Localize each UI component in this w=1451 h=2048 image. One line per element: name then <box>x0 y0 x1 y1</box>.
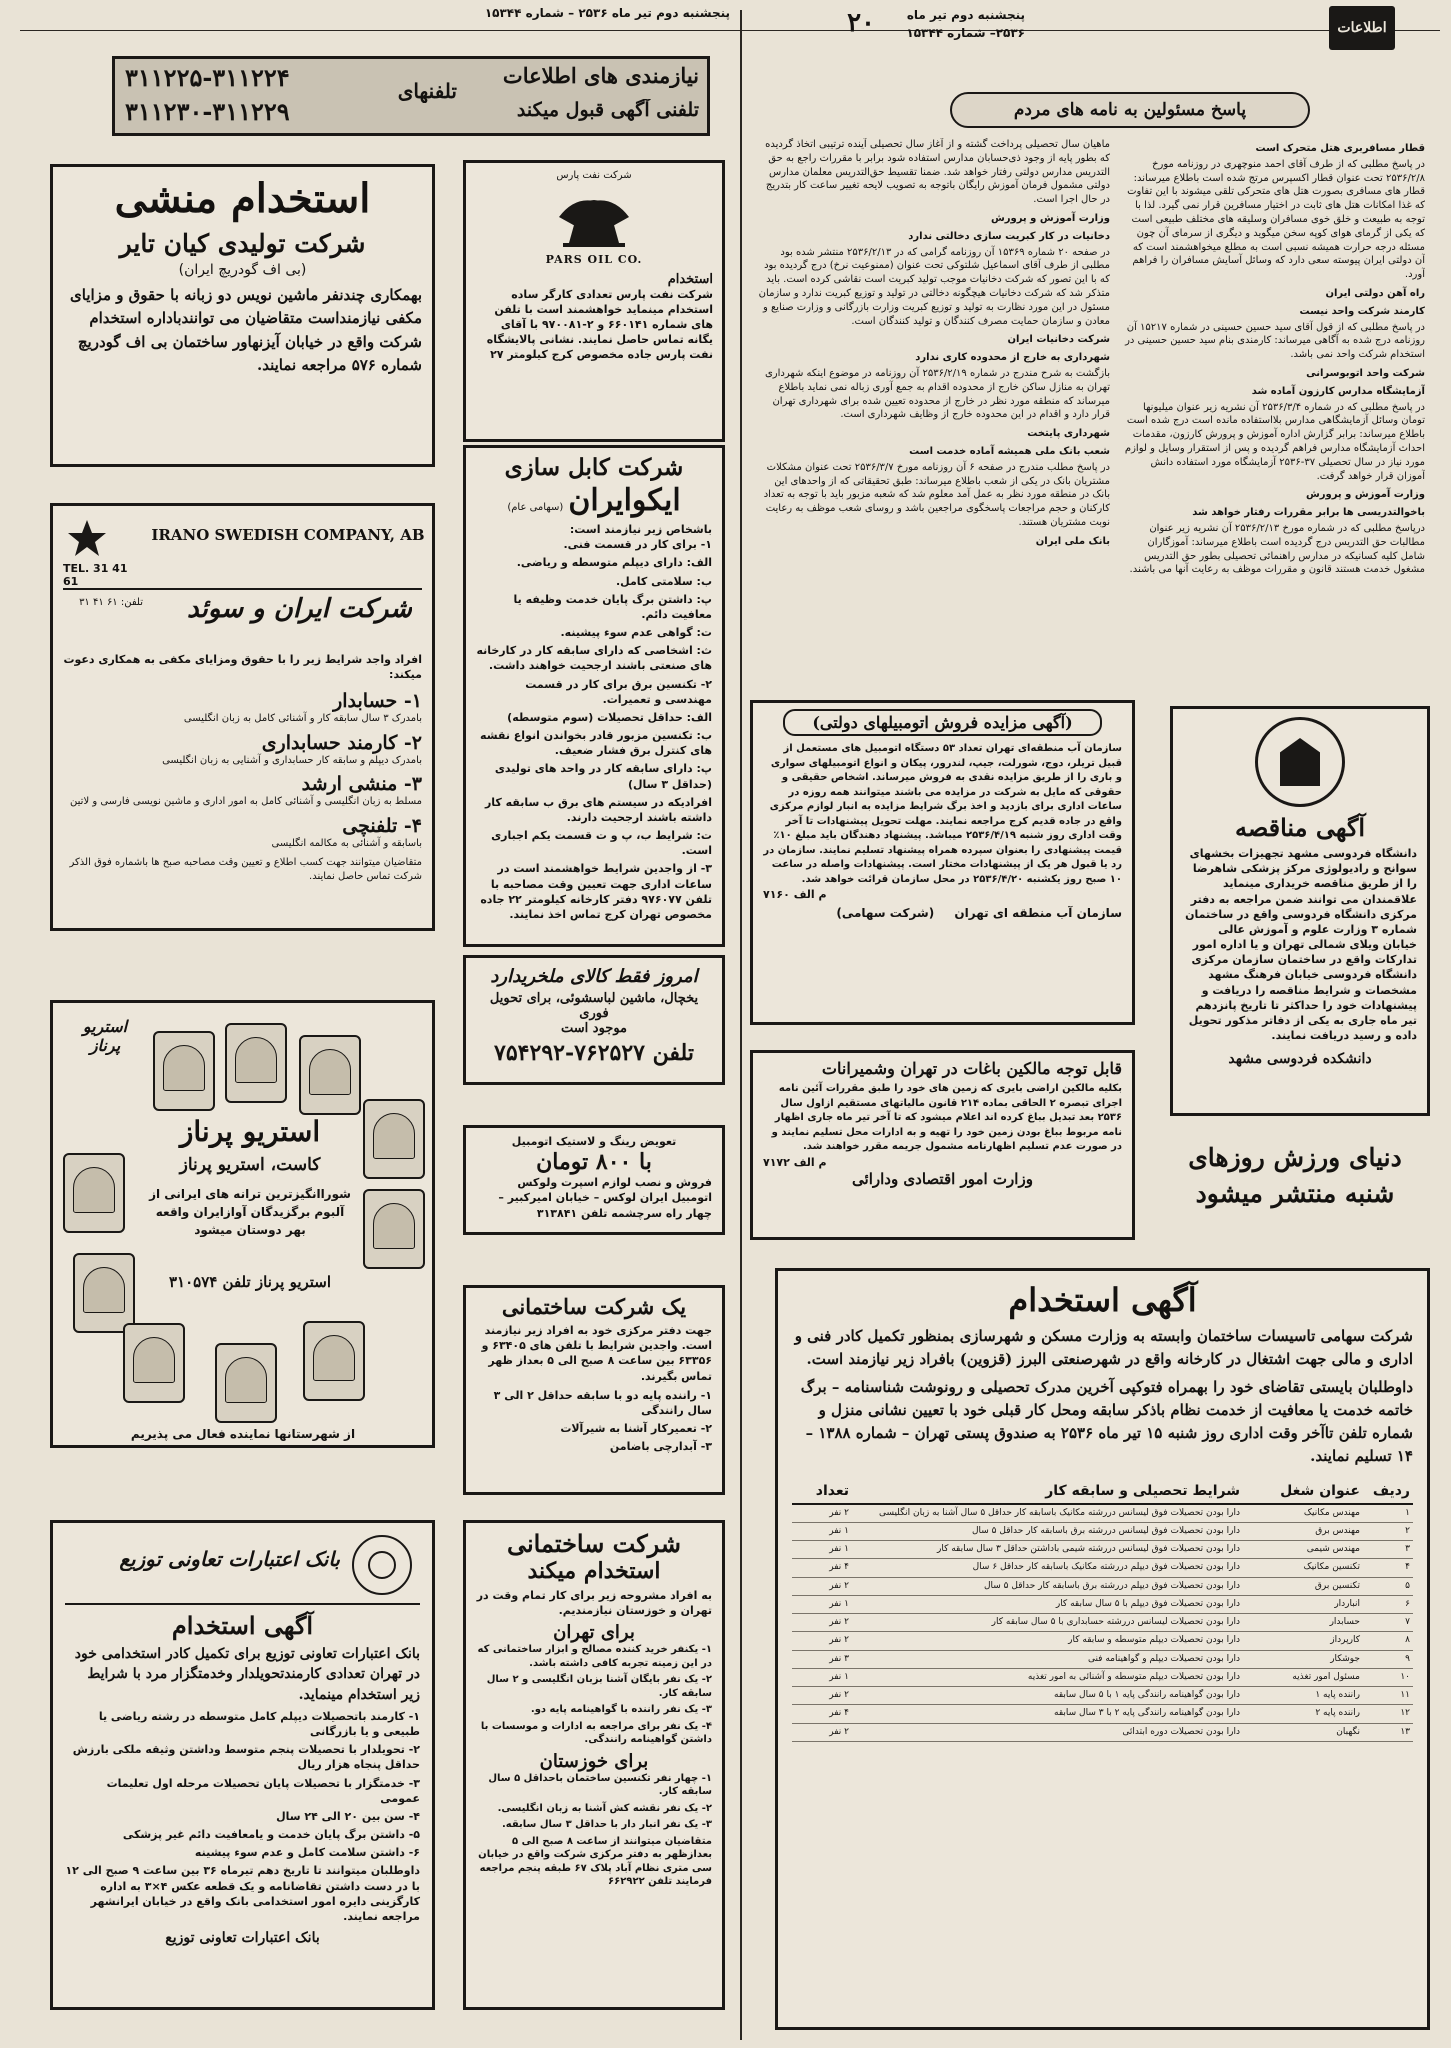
list-item: ۳- خدمتگزار با تحصیلات پایان تحصیلات مرحله اول تعلیمات عمومی <box>106 1776 420 1805</box>
irano-item-desc: بامدرک دیپلم و سابقه کار حسابداری و آشنایی به زبان انگلیسی <box>162 754 422 766</box>
table-cell: ۲ نفر <box>792 1577 852 1595</box>
letter-body: کارمند شرکت واحد نیست <box>1299 305 1425 317</box>
letter-heading: شرکت واحد اتوبوسرانی <box>1306 367 1425 379</box>
letter-body: بازگشت به شرح مندرج در شماره ۲۵۳۶/۲/۱۹ آن روزنامه در موضوع اینکه شهرداری تهران به منازل ساکن خارج از محدوده اقدام به جمع آوری زباله نمی نماید باطلاع میرساند که منطقه مورد نظر در خارج از محدوده تعیین شده برای شهرداری تهران قرار دارد و اقدام در این محدوده خارج از وظایف شهرداری است. <box>764 367 1110 421</box>
table-cell: مهندس برق <box>1243 1522 1363 1540</box>
landowners-code: م الف ۷۱۷۲ <box>763 1155 827 1169</box>
irano-item-desc: بامدرک ۳ سال سابقه کار و آشنائی کامل به زبان انگلیسی <box>183 713 422 725</box>
letter-body: ماهیان سال تحصیلی پرداخت گشته و از آغاز سال تحصیلی آینده ترتیبی اتخاذ گردیده که بطور پایه از وجود ذی‌حسابان مدارس استفاده شود برابر با مقررات راجع به حق التدریس مدارس دولتی رفتار خواهد شد. ضمنا تقسیط حق‌التدریس معلمان مدارس دولتی مشمول فرمان آموزش رایگان باتوجه به تصویب لایحه تغییر ساعت کار بتدریج در حال اجرا است. <box>765 139 1110 206</box>
ad-ekoiran <box>463 445 725 947</box>
table-cell: کارپرداز <box>1243 1632 1363 1650</box>
tender-title: آگهی مناقصه <box>1234 813 1366 842</box>
banner-phones-label: تلفنهای <box>397 79 457 103</box>
ad-ring-exchange <box>463 1125 725 1235</box>
list-item: ۲- تکنسین برق برای کار در قسمت مهندسی و تعمیرات. <box>525 677 712 706</box>
cassette-icon <box>123 1323 185 1403</box>
table-row <box>792 1577 1413 1595</box>
astrio-title: استریو پرناز <box>179 1115 321 1148</box>
construction2-khuzestan: برای خوزستان <box>539 1750 649 1772</box>
auction-body: سازمان آب منطقه‌ای تهران تعداد ۵۳ دستگاه اتومبیل های مستعمل از قبیل تریلر، دوج، شورلت، جیپ، لندرور، پیکان و انواع اتومبیلهای سواری و باری را از طریق مزایده نقدی به فروش میرساند. اشخاص حقیقی و حقوقی که مایل به شرکت در مزایده می باشند میتوانند همه روزه در ساعات اداری برای بازدید و اخذ برگ شرایط مزایده به انبار لوازم مرکزی واقع در جاده قدیم کرج مراجعه نمایند. مهلت تحویل پیشنهادات تا آخر وقت اداری روز شنبه ۲۵۳۶/۴/۱۹ میباشد. پیشنهاد دهندگان باید مبلغ ۱۰٪ قیمت پیشنهادی را بعنوان سپرده همراه پیشنهاد تسلیم نمایند. سازمان در رد یا قبول هر یک از پیشنهادات مختار است. پیشنهادات واصله در ساعت ۱۰ صبح روز یکشنبه ۲۵۳۶/۴/۲۰ در محل سازمان قرائت خواهد شد. <box>763 743 1122 885</box>
construction1-body: جهت دفتر مرکزی خود به افراد زیر نیازمند است. واجدین شرایط با تلفن های ۶۳۴۰۵ و ۶۳۳۵۶ بین ساعت ۸ صبح الی ۵ بعداز ظهر تماس بگیرند. <box>481 1324 712 1383</box>
bank-signature: بانک اعتبارات تعاونی توزیع <box>165 1930 320 1947</box>
col-header: تعداد <box>792 1479 852 1504</box>
letter-body: در پاسخ مطلب مندرج در صفحه ۶ آن روزنامه مورخ ۲۵۳۶/۳/۷ تحت عنوان مشکلات مشتریان بانک در یکی از شعب باطلاع میرساند: طبق تحقیقاتی که از واحدهای این بانک در منطقه مورد نظر به عمل آمد معلوم شد که شعبه مزبور باید با توجه به تعداد کارکنان و حجم مراجعات پاسخگوی مراجعین باشد و روسای شعب موظف به رعایت نوبت مشتریان هستند. <box>763 461 1110 528</box>
table-row <box>792 1504 1413 1523</box>
bank-body: بانک اعتبارات تعاونی توزیع برای تکمیل کادر استخدامی خود در تهران تعدادی کارمندتحویلدار وخدمتگزار مرد با شرایط زیر استخدام مینماید. <box>74 1646 420 1703</box>
construction2-tehran-list <box>476 1643 712 1747</box>
landowners-signature: وزارت امور اقتصادی ودارائی <box>852 1169 1033 1188</box>
list-item: ۲- تعمیرکار آشنا به شیرآلات <box>560 1422 712 1436</box>
table-cell: دارا بودن تحصیلات دوره ابتدائی <box>852 1723 1243 1741</box>
list-item: الف: حداقل تحصیلات (سوم متوسطه) <box>507 710 712 724</box>
letter-heading: آزمایشگاه مدارس کارزون آماده شد <box>1251 385 1425 397</box>
landowners-body: بکلیه مالکین اراضی بایری که زمین های خود را طبق مقررات آئین نامه اجرای تبصره ۲ الحاقی بماده ۲۱۴ قانون مالیاتهای مستقیم ازاول سال ۲۵۳۶ بعد تبدیل بباغ کرده اند اعلام میشود که تا آخر تیر ماه جاری اظهار نامه مربوط بباغ بودن زمین خود را تهیه و به ادارات محل تسلیم نمایند و در صورت عدم تسلیم اظهارنامه مشمول جریمه مقرر خواهند شد. <box>771 1083 1122 1152</box>
table-cell: ۷ <box>1363 1614 1413 1632</box>
list-item: ۳- آبدارچی باضامن <box>609 1440 712 1454</box>
letter-body: درپاسخ مطلبی که در شماره مورخ ۲۵۳۶/۲/۱۳ آن نشریه زیر عنوان مطالبات حق التدریس درج گردیده است باطلاع میرساند: آموزگاران شامل کلیه کسانیکه در مدارس راهنمائی تحصیلی بطور حق التدریس مشغول خدمت هستند قانون و مقررات موظف به رعایت آنها می باشند. <box>1129 522 1425 576</box>
col-header: عنوان شغل <box>1243 1479 1363 1504</box>
tender-signature: دانشکده فردوسی مشهد <box>1228 1051 1372 1068</box>
letter-heading: باخوالتدریسی ها برابر مقررات رفتار خواهد شد <box>1192 507 1425 519</box>
bank-list <box>65 1709 420 1924</box>
newspaper-logo: اطلاعات <box>1329 6 1395 50</box>
table-cell: ۱۰ <box>1363 1668 1413 1686</box>
table-row <box>792 1559 1413 1577</box>
list-item: پ: دارای سابقه کار در واحد های تولیدی (حداقل ۳ سال) <box>494 762 712 791</box>
table-cell: دارا بودن تحصیلات لیسانس دررشته حسابداری با ۵ سال سابقه کار <box>852 1614 1243 1632</box>
table-cell: ۶ <box>1363 1595 1413 1613</box>
table-cell: ۳ نفر <box>792 1650 852 1668</box>
appliance-line2: یخچال، ماشین لباسشوئی، برای تحویل فوری <box>489 991 699 1021</box>
table-cell: ۲ نفر <box>792 1632 852 1650</box>
table-cell: دارا بودن تحصیلات دیپلم و گواهینامه فنی <box>852 1650 1243 1668</box>
table-cell: تکنسین برق <box>1243 1577 1363 1595</box>
table-cell: حسابدار <box>1243 1614 1363 1632</box>
pars-body: شرکت نفت پارس تعدادی کارگر ساده استخدام مینماید خواهشمند است با تلفن های شماره ۶۶۰۱۴۱ و ۲-۹۷۰۰۸۱ با آقای یگانه تماس حاصل نمایند. نشانی پالایشگاه نفت پارس جاده مخصوص کرج کیلومتر ۲۷ <box>486 287 713 362</box>
tender-body: دانشگاه فردوسی مشهد تجهیزات بخشهای سوانح و رادیولوژی مرکز پزشکی شاهرضا را از طریق مناقصه خریداری مینماید علاقمندان می توانند ضمن مراجعه به دفتر مرکزی دانشگاه فردوسی واقع در ساختمان شماره ۳ وزارت علوم و آموزش عالی خیابان ویلای شمالی تهران و یا اداره امور تدارکات واقع در ساختمان سازمان مرکزی دانشگاه فردوسی خیابان فرهنگ مشهد مشخصات و شرایط مناقصه را دریافت و پیشنهادات خود را حداکثر تا تاریخ پانزدهم تیر ماه جاری به یکی از دفاتر مذکور تحویل داده و رسید دریافت نمایند. <box>1185 847 1417 1043</box>
table-header-row <box>792 1479 1413 1504</box>
list-item: ت: شرایط ب، پ و ت قسمت یکم اجباری است. <box>491 829 712 858</box>
bank-emblem-icon <box>352 1535 412 1595</box>
ad-big-employment <box>775 1268 1430 2030</box>
cassette-icon <box>363 1189 425 1269</box>
classified-banner <box>112 56 710 136</box>
table-row <box>792 1668 1413 1686</box>
cassette-icon <box>303 1321 365 1401</box>
list-item: ۳- از واجدین شرایط خواهشمند است در ساعات اداری جهت تعیین وقت مصاحبه با تلفن ۹۷۶۰۷۷ دفتر کارخانه کیلومتر ۲۲ جاده مخصوص تهران کرج تماس اخذ نمایند. <box>480 862 712 921</box>
kian-body: بهمکاری چندنفر ماشین نویس دو زبانه با حقوق و مزایای مکفی نیازمنداست متقاضیان می توانندباداره استخدام شرکت واقع در خیابان آیزنهاور ساختمان بی اف گودریچ شماره ۵۷۶ مراجعه نمایند. <box>70 286 422 374</box>
irano-tel: TEL. 31 41 61 <box>63 562 128 588</box>
list-item: ۱- یکنفر خرید کننده مصالح و ابزار ساختمانی که در این زمینه تجربه کافی داشته باشد. <box>477 1644 712 1669</box>
cassette-icon <box>73 1253 135 1333</box>
table-row <box>792 1687 1413 1705</box>
letter-heading: راه آهن دولتی ایران <box>1325 287 1425 299</box>
bank-title: آگهی استخدام <box>171 1611 314 1640</box>
list-item: پ: داشتن برگ پایان خدمت وظیفه یا معافیت دائم. <box>513 592 712 621</box>
irano-name-en: IRANO SWEDISH COMPANY, AB <box>151 526 425 544</box>
ekoiran-type: (سهامی عام) <box>507 502 564 513</box>
table-cell: دارا بودن تحصیلات دیپلم متوسطه و آشنائی به امور تغذیه <box>852 1668 1243 1686</box>
list-item: ۴- یک نفر برای مراجعه به ادارات و موسسات با داشتن گواهینامه رانندگی. <box>480 1720 712 1746</box>
table-cell: ۲ نفر <box>792 1614 852 1632</box>
star-logo-icon <box>67 518 107 558</box>
table-row <box>792 1723 1413 1741</box>
letter-body: در صفحه ۲۰ شماره ۱۵۳۶۹ آن روزنامه گرامی که در ۲۵۳۶/۲/۱۳ منتشر شده بود مطلبی از طرف آقای اسماعیل شلتوکی تحت عنوان (ممنوعیت نرخ) درج گردیده بود که با این تصور که شرکت دخانیات موجب تولید کبریت است نقاشی کرده است. باید متذکر شد که شرکت دخانیات هیچگونه دخالتی در تولید و توزیع کبریت ندارد و سازمان مسئول در این مورد نظارت به تولید و توزیع کبریت وزارت بازرگانی و وزارت صنایع و معادن و سازمان حمایت مصرف کنندگان و تولید کنندگان است. <box>758 246 1110 327</box>
table-row <box>792 1632 1413 1650</box>
university-emblem-icon <box>1255 717 1345 807</box>
astrio-subtitle: کاست، استریو پرناز <box>179 1155 321 1175</box>
table-cell: ۲ نفر <box>792 1723 852 1741</box>
cassette-icon <box>363 1099 425 1179</box>
col-header: شرایط تحصیلی و سابقه کار <box>852 1479 1243 1504</box>
table-cell: نگهبان <box>1243 1723 1363 1741</box>
irano-name-fa: شرکت ایران و سوئد <box>187 594 412 624</box>
letters-col1 <box>1120 138 1425 678</box>
right-issue-line: ۲۵۳۶– شماره ۱۵۳۴۴ <box>906 26 1025 40</box>
irano-item-desc: باسابقه و آشنائی به مکالمه انگلیسی <box>271 837 422 849</box>
irano-item-title: ۴- تلفنچی <box>342 814 422 837</box>
astrio-tagline: شوراانگیزترین ترانه های ایرانی از آلبوم برگزیدگان آوازایران واقعه بهر دوستان میشود <box>149 1187 351 1237</box>
pars-title: استخدام <box>667 271 713 287</box>
list-item: ۳- یک نفر راننده با گواهینامه پایه دو. <box>530 1704 712 1716</box>
irano-footer: متقاضیان میتوانند جهت کسب اطلاع و تعیین وقت مصاحبه صبح ها باشماره فوق الذکر شرکت تماس حاصل نمایند. <box>69 857 422 882</box>
table-cell: دارا بودن گواهینامه رانندگی پایه ۲ با ۳ سال سابقه <box>852 1705 1243 1723</box>
table-cell: دارا بودن تحصیلات فوق لیسانس دررشته شیمی باداشتن حداقل ۳ سال سابقه کار <box>852 1541 1243 1559</box>
table-row <box>792 1650 1413 1668</box>
construction1-title: یک شرکت ساختمانی <box>501 1294 687 1319</box>
irano-intro: افراد واجد شرایط زیر را با حقوق ومزایای مکفی به همکاری دعوت میکند: <box>63 653 422 682</box>
ad-pars-oil <box>463 160 725 442</box>
auction-title: (آگهی مزایده فروش اتومبیلهای دولتی) <box>783 709 1102 736</box>
list-item: ۶- داشتن سلامت کامل و عدم سوء پیشینه <box>194 1846 420 1860</box>
table-cell: جوشکار <box>1243 1650 1363 1668</box>
irano-tel-fa: تلفن: ۶۱ ۴۱ ۳۱ <box>79 597 143 608</box>
astrio-footer: از شهرستانها نماینده فعال می پذیریم <box>130 1427 356 1441</box>
big-intro: شرکت سهامی تاسیسات ساختمان وابسته به وزارت مسکن و شهرسازی بمنظور تکمیل کادر فنی و اداری و مالی جهت اشتغال در کارخانه واقع در شهرصنعتی البرز (قزوین) بافراد زیر نیازمند است. <box>794 1327 1413 1369</box>
table-row <box>792 1705 1413 1723</box>
landowners-title: قابل توجه مالکین باغات در تهران وشمیرانات <box>821 1059 1122 1078</box>
irano-item-title: ۱- حسابدار <box>333 690 422 713</box>
banner-phones-line2: ۳۱۱۲۳۰-۳۱۱۲۲۹ <box>125 97 290 126</box>
ad-appliance <box>463 955 725 1085</box>
ring-title: تعویض رینگ و لاستیک اتومبیل <box>511 1135 677 1148</box>
ekoiran-list <box>476 537 712 922</box>
ad-construction-2 <box>463 1520 725 2010</box>
kian-title: استخدام منشی <box>114 175 371 222</box>
list-item: ۱- چهار نفر تکنسین ساختمان باحداقل ۵ سال سابقه کار. <box>488 1772 712 1798</box>
banner-title: نیازمندی های اطلاعات <box>502 63 699 88</box>
table-cell: دارا بودن گواهینامه رانندگی پایه ۱ با ۵ سال سابقه <box>852 1687 1243 1705</box>
table-cell: دارا بودن تحصیلات دیپلم متوسطه و سابقه کار <box>852 1632 1243 1650</box>
banner-phones-line1: ۳۱۱۲۲۵-۳۱۱۲۲۴ <box>125 63 290 92</box>
auction-signature: سازمان آب منطقه ای تهران <box>954 906 1122 921</box>
jobs-table-body <box>792 1504 1413 1742</box>
table-row <box>792 1541 1413 1559</box>
auction-code: م الف ۷۱۶۰ <box>763 888 827 901</box>
list-item: افرادیکه در سیستم های برق ب سابقه کار داشته باشند ارجحیت دارند. <box>484 795 712 824</box>
right-header <box>755 6 1395 54</box>
appliance-line3: موجود است <box>560 1021 627 1036</box>
table-cell: مسئول امور تغذیه <box>1243 1668 1363 1686</box>
list-item: ۲- یک نفر نقشه کش آشنا به زبان انگلیسی. <box>497 1802 712 1814</box>
irano-list <box>63 690 422 850</box>
letter-heading: دخانیات در کار کبریت سازی دخالتی ندارد <box>908 230 1110 242</box>
letter-heading: وزارت آموزش و پرورش <box>1305 489 1425 501</box>
sports-notice: دنیای ورزش روزهای شنبه منتشر میشود <box>1188 1143 1402 1209</box>
list-item: الف: دارای دیپلم متوسطه و ریاضی. <box>516 556 712 570</box>
list-item: متقاضیان میتوانند از ساعت ۸ صبح الی ۵ بعدازظهر به دفتر مرکزی شرکت واقع در خیابان سی متری نظام آباد پلاک ۶۷ طبقه پنجم مراجعه فرمایند تلفن ۶۶۲۹۲۲ <box>478 1835 712 1888</box>
table-cell: ۲ نفر <box>792 1504 852 1523</box>
letter-body: در پاسخ مطلبی که از طرف آقای احمد منوچهری در روزنامه مورخ ۲۵۳۶/۲/۸ تحت عنوان قطار اکسپرس مرتج شده است باطلاع میرساند: قطار های مسافری بصورت هتل های متحرکی تلقی میشوند با این تفاوت که غذا امکانات هتل های ثابت در اختیار مسافرین قرار نمی گیرد. لذا با توجه به طبیعت و خلق خوی مسافران وسلیقه های مختلف طبیعی است که یکی از گرمای هوای کوپه سخن میگوید و دیگری از سرمای آن چون مسئله درجه حرارت همیشه نسبی است به مطلع میخواهشمند است که آن دولتی ایران پیوسته سعی دارد که وسائل آسایش مسافران را فراهم آورد. <box>1127 158 1425 281</box>
table-cell: ۱۳ <box>1363 1723 1413 1741</box>
list-item: ث: اشخاصی که دارای سابقه کار در کارخانه های صنعتی باشند ارجحیت خواهند داشت. <box>476 644 712 673</box>
right-date-line: پنجشنبه دوم تیر ماه <box>906 8 1025 22</box>
table-cell: دارا بودن تحصیلات فوق لیسانس دررشته برق باسابقه کار حداقل ۵ سال <box>852 1522 1243 1540</box>
list-item: ب: سلامتی کامل. <box>615 574 712 588</box>
letter-heading: شرکت دخانیات ایران <box>1007 334 1110 346</box>
auction-type: (شرکت سهامی) <box>836 906 935 921</box>
list-item: ۵- داشتن برگ پایان خدمت و یامعافیت دائم غیر پزشکی <box>122 1828 420 1842</box>
ad-vehicle-auction <box>750 700 1135 1025</box>
pars-company-small: شرکت نفت پارس <box>556 170 632 181</box>
list-item: ۲- تحویلدار با تحصیلات پنجم متوسط وداشتن وثیقه ملکی بارزش حداقل پنجاه هزار ریال <box>72 1743 420 1772</box>
table-cell: انباردار <box>1243 1595 1363 1613</box>
table-cell: تکنسین مکانیک <box>1243 1559 1363 1577</box>
table-cell: راننده پایه ۱ <box>1243 1687 1363 1705</box>
column-divider <box>740 10 742 2040</box>
page-number: ۲۰ <box>847 8 875 38</box>
ad-construction-1 <box>463 1285 725 1495</box>
table-cell: ۳ <box>1363 1541 1413 1559</box>
table-cell: ۱۱ <box>1363 1687 1413 1705</box>
table-cell: ۵ <box>1363 1577 1413 1595</box>
list-item: ۴- سن بین ۲۰ الی ۲۴ سال <box>276 1809 420 1823</box>
astrio-phones: استریو پرناز تلفن ۳۱۰۵۷۴ <box>168 1273 332 1291</box>
table-cell: ۲ <box>1363 1522 1413 1540</box>
list-item: ب: تکنسین مزبور قادر بخواندن انواع نقشه های کنترل برق فشار ضعیف. <box>480 729 712 758</box>
ad-landowners <box>750 1050 1135 1240</box>
construction2-intro: به افراد مشروحه زیر برای کار تمام وقت در تهران و خوزستان نیازمندیم. <box>476 1589 712 1618</box>
table-cell: دارا بودن تحصیلات فوق دیپلم دررشته مکانیک باسابقه کار حداقل ۶ سال <box>852 1559 1243 1577</box>
big-title: آگهی استخدام <box>1008 1281 1197 1319</box>
pars-logo-text: PARS OIL CO. <box>545 252 643 266</box>
irano-header <box>63 512 425 590</box>
list-item: ۱- برای کار در قسمت فنی. <box>563 538 712 552</box>
irano-item-title: ۲- کارمند حسابداری <box>261 731 422 754</box>
list-item: ۲- یک نفر بایگان آشنا بزبان انگلیسی و ۲ سال سابقه کار. <box>486 1674 712 1699</box>
table-cell: مهندس مکانیک <box>1243 1504 1363 1523</box>
table-cell: ۱ نفر <box>792 1541 852 1559</box>
list-item: ت: گواهی عدم سوء پیشینه. <box>560 626 712 640</box>
ad-kian-tire <box>50 164 435 467</box>
letter-body: در پاسخ مطلبی که در شماره ۲۵۳۶/۳/۴ آن نشریه زیر عنوان میلیونها تومان وسائل آزمایشگاهی مدارس بلااستفاده مانده است درج شده است باطلاع میرساند: برابر گزارش اداره آموزش و پرورش کارزون، مقدمات احداث آزمایشگاه مدارس فراهم گردیده و پس از استقرار وسایل و لوازم مورد نیاز در سال تحصیلی ۳۷-۲۵۳۶ آزمایشگاه مورد استفاده دانش آموزان قرار خواهد گرفت. <box>1124 401 1425 482</box>
table-cell: ۹ <box>1363 1650 1413 1668</box>
ekoiran-name: ایکوایران <box>568 483 681 518</box>
letter-heading: شهرداری به خارج از محدوده کاری ندارد <box>915 352 1110 364</box>
letter-heading: شهرداری پایتخت <box>1027 428 1110 440</box>
ekoiran-title: شرکت کابل سازی <box>504 454 684 481</box>
table-cell: دارا بودن تحصیلات فوق دیپلم با ۵ سال سابقه کار <box>852 1595 1243 1613</box>
construction2-subtitle: استخدام میکند <box>527 1558 661 1584</box>
appliance-phones: تلفن ۷۶۲۵۲۷-۷۵۴۲۹۲ <box>494 1040 694 1066</box>
cassette-icon <box>225 1023 287 1103</box>
left-date-line: پنجشنبه دوم تیر ماه ۲۵۳۶ – شماره ۱۵۳۴۴ <box>484 6 730 20</box>
ad-astrio-parnaz <box>50 1000 435 1448</box>
cassette-icon <box>299 1035 361 1115</box>
astrio-logo: استریو پرناز <box>82 1017 128 1055</box>
table-cell: ۴ نفر <box>792 1705 852 1723</box>
bank-name: بانک اعتبارات تعاونی توزیع <box>119 1547 340 1571</box>
list-item: ۳- یک نفر انبار دار با حداقل ۳ سال سابقه. <box>501 1819 712 1831</box>
list-item: داوطلبان میتوانند تا تاریخ دهم تیرماه ۳۶ بین ساعت ۹ صبح الی ۱۲ با در دست داشتن تقاضانامه و یک قطعه عکس ۴×۳ به اداره کارگزینی دایره امور استخدامی بانک واقع در خیابان ایرانشهر مراجعه نمایند. <box>65 1864 420 1923</box>
pars-oil-emblem-icon <box>549 187 639 253</box>
construction2-title: شرکت ساختمانی <box>506 1529 682 1558</box>
table-cell: ۴ نفر <box>792 1559 852 1577</box>
table-cell: ۱۲ <box>1363 1705 1413 1723</box>
table-cell: دارا بودن تحصیلات فوق دیپلم دررشته برق باسابقه کار حداقل ۵ سال <box>852 1577 1243 1595</box>
letter-heading: شعب بانک ملی همیشه آماده خدمت است <box>909 445 1110 457</box>
table-cell: ۱ نفر <box>792 1522 852 1540</box>
ring-price: با ۸۰۰ تومان <box>536 1149 652 1176</box>
table-cell: ۴ <box>1363 1559 1413 1577</box>
ring-body: فروش و نصب لوازم اسپرت ولوکس اتومبیل ایران لوکس – خیابان امیرکبیر – چهار راه سرچشمه تلفن ۳۱۳۸۴۱ <box>498 1176 712 1220</box>
letters-title: پاسخ مسئولین به نامه های مردم <box>950 92 1310 128</box>
letter-body: در پاسخ مطلبی که از قول آقای سید حسین حسینی در شماره ۱۵۲۱۷ آن روزنامه درج شده به آگاهی میرساند: کارمندی بنام سید حسین حسینی در استخدام شرکت واحد نمی باشد. <box>1125 321 1425 361</box>
irano-item-desc: مسلط به زبان انگلیسی و آشنائی کامل به امور اداری و ماشین نویسی فارسی و لاتین <box>70 796 422 808</box>
appliance-line1: امروز فقط کالای ملخریدارد <box>490 966 698 987</box>
col-header: ردیف <box>1363 1479 1413 1504</box>
construction2-khuzestan-list <box>476 1772 712 1889</box>
irano-item-title: ۳- منشی ارشد <box>301 773 422 796</box>
table-row <box>792 1522 1413 1540</box>
jobs-table <box>792 1479 1413 1742</box>
letter-heading: قطار مسافربری هتل متحرک است <box>1255 143 1425 154</box>
ad-bank <box>50 1520 435 2010</box>
letter-heading: وزارت آموزش و پرورش <box>990 212 1110 224</box>
cassette-icon <box>153 1031 215 1111</box>
table-cell: راننده پایه ۲ <box>1243 1705 1363 1723</box>
table-row <box>792 1595 1413 1613</box>
table-cell: ۱ نفر <box>792 1668 852 1686</box>
table-row <box>792 1614 1413 1632</box>
letters-col2 <box>755 138 1110 678</box>
table-cell: مهندس شیمی <box>1243 1541 1363 1559</box>
table-cell: ۱ <box>1363 1504 1413 1523</box>
ad-tender <box>1170 706 1430 1116</box>
kian-company: شرکت تولیدی کیان تایر <box>119 229 366 258</box>
table-cell: ۲ نفر <box>792 1687 852 1705</box>
kian-affiliation: (بی اف گودریچ ایران) <box>178 262 307 278</box>
table-cell: دارا بودن تحصیلات فوق لیسانس دررشته مکانیک باسابقه کار حداقل ۵ سال آشنا به زبان انگلیسی <box>852 1504 1243 1523</box>
big-body: داوطلبان بایستی تقاضای خود را بهمراه فتوکپی آخرین مدرک تحصیلی و رونوشت شناسنامه – برگ خاتمه خدمت یا معافیت از خدمت نظام باذکر سابقه ومحل کار قبلی خود با تعیین نشانی منزل و شماره تلفن تاآخر وقت اداری روز شنبه ۱۵ تیر ماه ۲۵۳۶ به صندوق پستی تهران – شماره ۱۳۸۸ – ۱۴ تسلیم نمایند. <box>800 1377 1413 1466</box>
construction2-tehran: برای تهران <box>553 1622 635 1644</box>
cassette-icon <box>63 1153 125 1233</box>
ekoiran-intro: باشخاص زیر نیازمند است: <box>569 523 712 536</box>
table-cell: ۸ <box>1363 1632 1413 1650</box>
banner-subtitle: تلفنی آگهی قبول میکند <box>516 99 699 121</box>
table-cell: ۱ نفر <box>792 1595 852 1613</box>
list-item: ۱- راننده پایه دو با سابقه حداقل ۲ الی ۳ سال رانندگی <box>493 1388 712 1417</box>
construction1-list <box>476 1388 712 1455</box>
letter-heading: بانک ملی ایران <box>1035 535 1110 547</box>
cassette-icon <box>215 1343 277 1423</box>
list-item: ۱- کارمند باتحصیلات دیپلم کامل متوسطه در رشته ریاضی یا طبیعی و یا بازرگانی <box>98 1709 420 1739</box>
ad-irano-swedish <box>50 503 435 931</box>
